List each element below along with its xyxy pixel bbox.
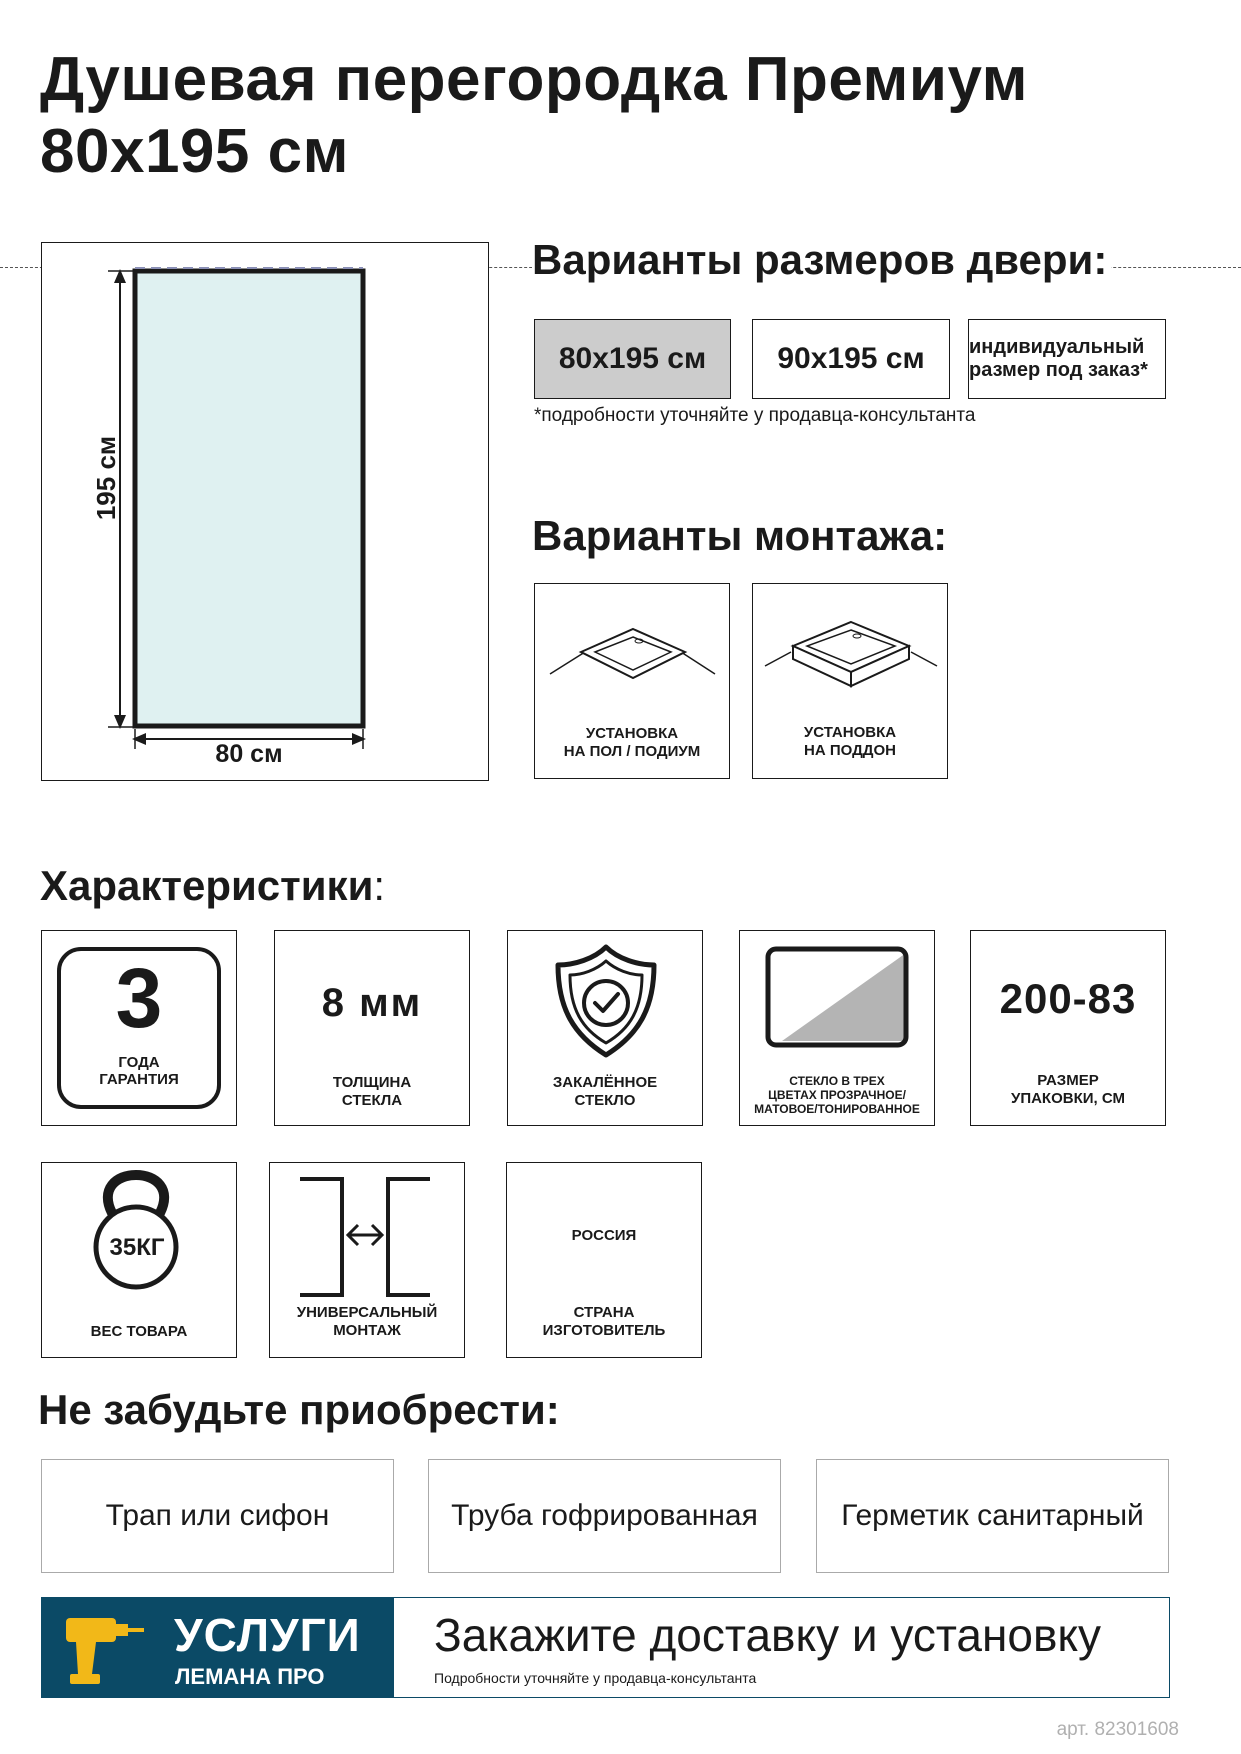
page-title — [40, 44, 1028, 188]
warranty-line-2: ГАРАНТИЯ — [99, 1071, 179, 1088]
thickness-line-1: ТОЛЩИНА — [332, 1074, 412, 1091]
tray-install-line-1: УСТАНОВКА — [803, 724, 897, 741]
title-line-2: 80х195 см — [40, 117, 349, 186]
spec-glass-colors — [739, 930, 935, 1126]
thickness-line-2: СТЕКЛА — [341, 1092, 403, 1109]
shield-check-icon — [508, 931, 704, 1061]
tempered-line-2: СТЕКЛО — [574, 1092, 636, 1109]
weight-value: 35КГ — [109, 1234, 165, 1261]
warranty-line-1: ГОДА — [118, 1054, 160, 1071]
warranty-value: 3 — [115, 951, 163, 1045]
specs-heading-colon: : — [373, 862, 386, 909]
thickness-value: 8 мм — [321, 981, 423, 1025]
package-line-1: РАЗМЕР — [1037, 1072, 1099, 1089]
width-label: 80 см — [215, 740, 283, 768]
buy-item-sealant[interactable]: Герметик санитарный — [816, 1459, 1169, 1573]
services-title: УСЛУГИ — [174, 1609, 361, 1661]
specs-heading-text: Характеристики — [40, 862, 374, 909]
tray-install-icon — [753, 594, 949, 714]
drill-icon — [58, 1598, 158, 1697]
services-subtitle: ЛЕМАНА ПРО — [175, 1664, 325, 1689]
universal-mount-icon — [270, 1163, 466, 1303]
tempered-line-1: ЗАКАЛЁННОЕ — [552, 1074, 658, 1091]
country-line-1: СТРАНА — [573, 1304, 635, 1321]
package-line-2: УПАКОВКИ, СМ — [1010, 1090, 1125, 1107]
height-label: 195 см — [91, 435, 121, 521]
universal-line-1: УНИВЕРСАЛЬНЫЙ — [296, 1304, 438, 1321]
size-option-80[interactable]: 80х195 см — [534, 319, 731, 399]
door-diagram — [41, 242, 489, 781]
glass-tint-icon — [740, 931, 936, 1061]
buy-item-drain[interactable]: Трап или сифон — [41, 1459, 394, 1573]
services-note: Подробности уточняйте у продавца-консультанта — [434, 1670, 757, 1686]
buy-item-pipe[interactable]: Труба гофрированная — [428, 1459, 781, 1573]
buy-heading: Не забудьте приобрести: — [38, 1386, 560, 1433]
country-line-2: ИЗГОТОВИТЕЛЬ — [542, 1322, 666, 1339]
mount-heading: Варианты монтажа: — [532, 512, 948, 559]
spec-weight — [41, 1162, 237, 1358]
services-badge — [42, 1598, 394, 1697]
custom-size-line-2: размер под заказ* — [969, 359, 1148, 381]
spec-warranty — [41, 930, 237, 1126]
services-banner[interactable] — [41, 1597, 1170, 1698]
glass-colors-line-3: МАТОВОЕ/ТОНИРОВАННОЕ — [754, 1102, 920, 1116]
title-line-1: Душевая перегородка Премиум — [40, 45, 1029, 114]
package-value: 200-83 — [999, 975, 1137, 1022]
spec-thickness — [274, 930, 470, 1126]
mount-floor-card[interactable] — [534, 583, 730, 779]
spec-tempered — [507, 930, 703, 1126]
services-headline: Закажите доставку и установку — [434, 1609, 1102, 1661]
size-option-90[interactable]: 90х195 см — [752, 319, 950, 399]
floor-install-icon — [535, 594, 731, 714]
tray-install-line-2: НА ПОДДОН — [804, 742, 896, 759]
custom-size-line-1: индивидуальный — [969, 336, 1145, 358]
sizes-heading: Варианты размеров двери: — [532, 236, 1111, 284]
floor-install-line-2: НА ПОЛ / ПОДИУМ — [563, 743, 701, 760]
universal-line-2: МОНТАЖ — [333, 1322, 401, 1339]
country-value: РОССИЯ — [571, 1227, 637, 1244]
article-number: арт. 82301608 — [1056, 1719, 1179, 1740]
mount-tray-card[interactable] — [752, 583, 948, 779]
size-option-custom[interactable] — [968, 319, 1166, 399]
spec-package — [970, 930, 1166, 1126]
glass-colors-line-2: ЦВЕТАХ ПРОЗРАЧНОЕ/ — [768, 1088, 906, 1102]
spec-universal — [269, 1162, 465, 1358]
sizes-note: *подробности уточняйте у продавца-консультанта — [534, 405, 976, 426]
weight-label: ВЕС ТОВАРА — [90, 1323, 188, 1340]
specs-heading — [40, 862, 385, 910]
spec-country — [506, 1162, 702, 1358]
floor-install-line-1: УСТАНОВКА — [585, 725, 679, 742]
glass-colors-line-1: СТЕКЛО В ТРЕХ — [789, 1074, 885, 1088]
